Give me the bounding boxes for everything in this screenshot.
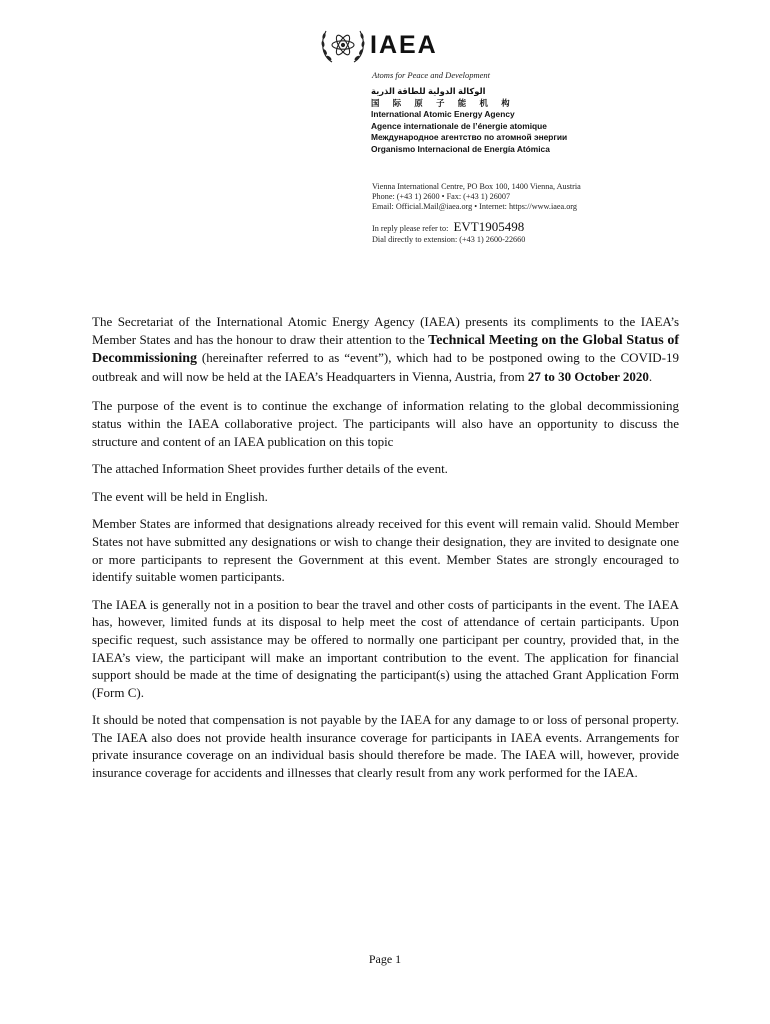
paragraph-intro	[92, 313, 679, 385]
agency-name-english: International Atomic Energy Agency	[371, 109, 515, 120]
agency-name-russian: Международное агентство по атомной энергии	[371, 132, 568, 143]
paragraph-designations: Member States are informed that designations already received for this event will remain valid. Should Member States not have submitted any designations or wish to change their designation, they are invited to designate one or more participants to represent the Government at this event. Member States are strongly encouraged to identify suitable women participants.	[92, 516, 679, 585]
intro-text: The Secretariat of the International Atomic Energy Agency (IAEA) presents its compliments to the IAEA’s Member States and has the honour to draw their attention to the	[92, 314, 679, 347]
paragraph-insurance: It should be noted that compensation is not payable by the IAEA for any damage to or loss of personal property. The IAEA also does not provide health insurance coverage for participants in IAEA events. Arrangements for private insurance coverage on an individual basis should therefore be made. The IAEA will, however, provide insurance coverage for accidents and illnesses that clearly result from any work performed for the IAEA.	[92, 712, 679, 781]
meeting-title: Technical Meeting on the Global Status of Decommissioning	[92, 332, 679, 367]
phone-line: Phone: (+43 1) 2600 • Fax: (+43 1) 26007	[372, 192, 511, 201]
reference-number: EVT1905498	[453, 219, 525, 234]
reply-label: In reply please refer to:	[372, 224, 449, 233]
address-line: Vienna International Centre, PO Box 100, 1400 Vienna, Austria	[372, 182, 581, 191]
iaea-logo	[318, 22, 438, 68]
page-number: Page 1	[368, 952, 402, 966]
agency-name-chinese: 国 际 原 子 能 机 构	[371, 97, 516, 108]
paragraph-language: The event will be held in English.	[92, 488, 268, 504]
reply-reference	[372, 219, 524, 235]
intro-text-continued: (hereinafter referred to as “event”), which had to be postponed owing to the COVID-19 outbreak and will now be held at the IAEA’s Headquarters in Vienna, Austria, from	[92, 350, 679, 384]
agency-names	[371, 86, 567, 156]
agency-name-spanish: Organismo Internacional de Energía Atómica	[371, 143, 550, 154]
paragraph-costs: The IAEA is generally not in a position to bear the travel and other costs of participants in the event. The IAEA has, however, limited funds at its disposal to help meet the cost of attendance of certain participants. Upon specific request, such assistance may be offered to normally one participant per country, provided that, in the IAEA’s view, the participant will make an important contribution to the event. The application for financial support should be made at the time of designating the participant(s) using the attached Grant Application Form (Form C).	[92, 596, 679, 700]
agency-name-french: Agence internationale de l’énergie atomique	[371, 120, 547, 131]
meeting-dates: 27 to 30 October 2020	[527, 368, 649, 384]
atom-laurel-icon	[318, 22, 368, 68]
email-line: Email: Official.Mail@iaea.org • Internet: https://www.iaea.org	[372, 202, 577, 211]
paragraph-information-sheet: The attached Information Sheet provides further details of the event.	[92, 461, 448, 477]
dial-extension: Dial directly to extension: (+43 1) 2600-22660	[372, 235, 526, 244]
agency-name-arabic: الوكالة الدولية للطاقة الذرية	[371, 86, 486, 96]
letter-body	[92, 313, 679, 792]
paragraph-purpose: The purpose of the event is to continue the exchange of information relating to the global decommissioning status within the IAEA collaborative project. The participants will also have an opportunity to discuss the structure and content of an IAEA publication on this topic	[92, 398, 679, 449]
logo-wordmark: IAEA	[370, 30, 438, 59]
tagline: Atoms for Peace and Development	[372, 70, 491, 80]
address-block	[372, 182, 581, 212]
intro-text-end: .	[648, 368, 653, 384]
